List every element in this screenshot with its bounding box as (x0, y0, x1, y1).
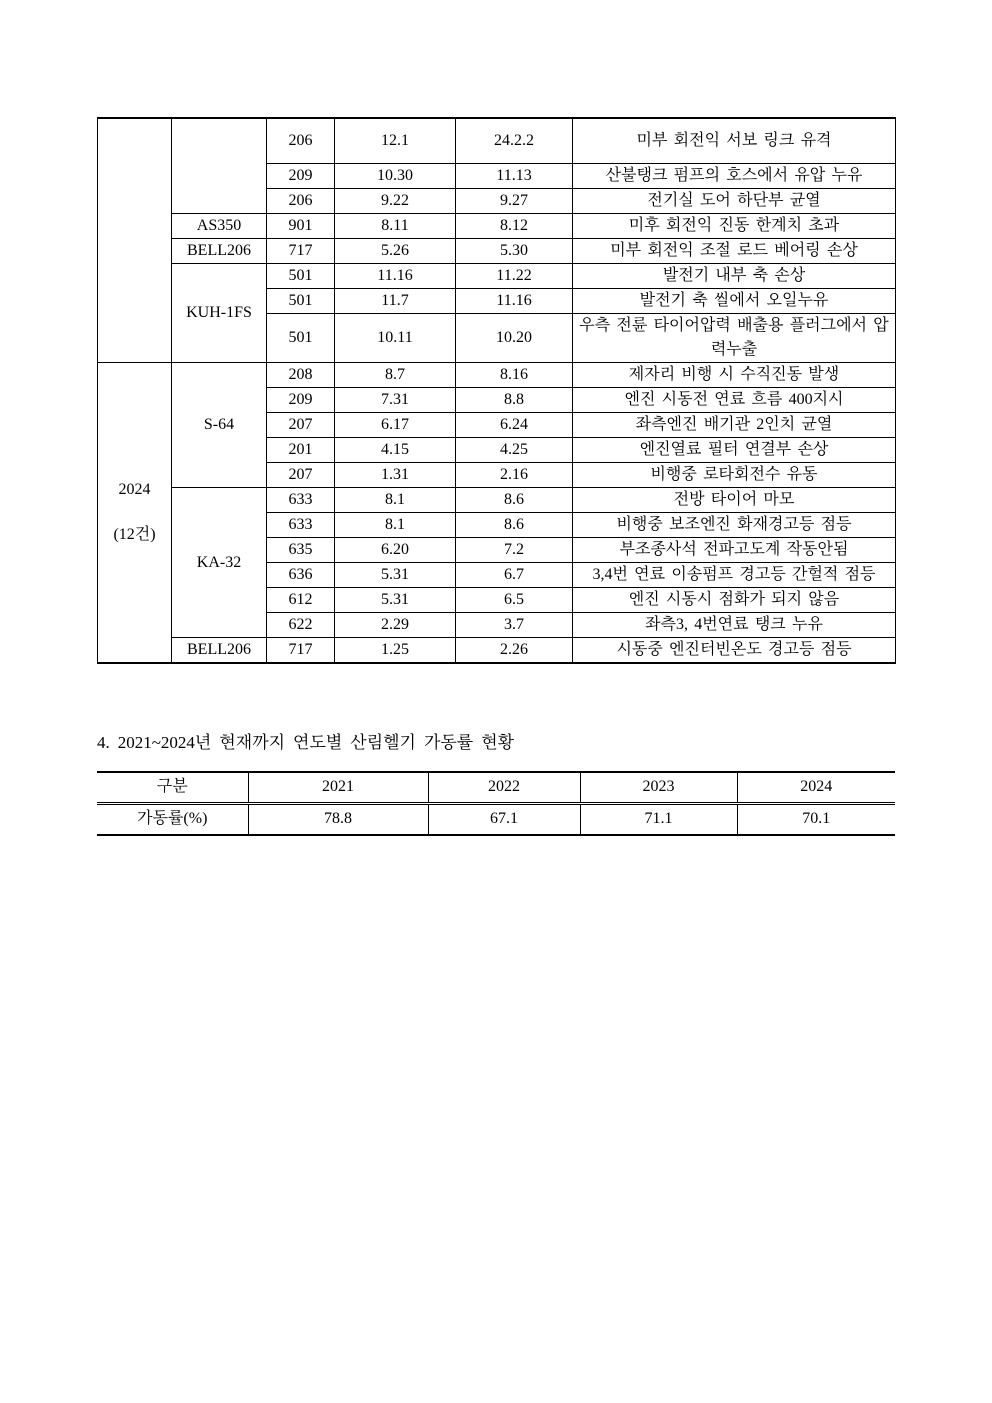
defect-description-cell: 비행중 로타회전수 유동 (573, 463, 896, 488)
start-date-cell: 6.17 (335, 413, 456, 438)
tail-number-cell: 207 (267, 413, 335, 438)
end-date-cell: 8.12 (456, 214, 573, 239)
end-date-cell: 6.5 (456, 588, 573, 613)
tail-number-cell: 201 (267, 438, 335, 463)
table-row (98, 363, 896, 388)
table-row (98, 118, 896, 164)
end-date-cell: 8.8 (456, 388, 573, 413)
defect-description-cell: 좌측엔진 배기관 2인치 균열 (573, 413, 896, 438)
defect-description-cell: 우측 전륜 타이어압력 배출용 플러그에서 압력누출 (573, 314, 896, 363)
year-count-label: (12건) (113, 525, 156, 543)
rate-value-cell: 71.1 (580, 804, 737, 836)
tail-number-cell: 636 (267, 563, 335, 588)
tail-number-cell: 635 (267, 538, 335, 563)
tail-number-cell: 501 (267, 264, 335, 289)
end-date-cell: 10.20 (456, 314, 573, 363)
header-cell: 2021 (248, 772, 428, 804)
table-row (98, 264, 896, 289)
defect-description-cell: 산불탱크 펌프의 호스에서 유압 누유 (573, 164, 896, 189)
start-date-cell: 6.20 (335, 538, 456, 563)
tail-number-cell: 206 (267, 189, 335, 214)
end-date-cell: 24.2.2 (456, 118, 573, 164)
tail-number-cell: 717 (267, 239, 335, 264)
defect-description-cell: 전기실 도어 하단부 균열 (573, 189, 896, 214)
end-date-cell: 9.27 (456, 189, 573, 214)
end-date-cell: 11.13 (456, 164, 573, 189)
defect-description-cell: 엔진열료 필터 연결부 손상 (573, 438, 896, 463)
start-date-cell: 10.11 (335, 314, 456, 363)
defect-description-cell: 발전기 축 씰에서 오일누유 (573, 289, 896, 314)
header-cell: 2023 (580, 772, 737, 804)
defect-description-cell: 발전기 내부 축 손상 (573, 264, 896, 289)
start-date-cell: 8.1 (335, 488, 456, 513)
end-date-cell: 2.16 (456, 463, 573, 488)
defect-description-cell: 부조종사석 전파고도계 작동안됨 (573, 538, 896, 563)
defect-description-cell: 비행중 보조엔진 화재경고등 점등 (573, 513, 896, 538)
start-date-cell: 10.30 (335, 164, 456, 189)
start-date-cell: 1.31 (335, 463, 456, 488)
end-date-cell: 4.25 (456, 438, 573, 463)
rate-value-cell: 67.1 (428, 804, 580, 836)
start-date-cell: 4.15 (335, 438, 456, 463)
tail-number-cell: 901 (267, 214, 335, 239)
table-row (98, 214, 896, 239)
defect-description-cell: 전방 타이어 마모 (573, 488, 896, 513)
defect-description-cell: 미후 회전익 진동 한계치 초과 (573, 214, 896, 239)
section-heading: 4. 2021~2024년 현재까지 연도별 산림헬기 가동률 현황 (97, 733, 515, 752)
rate-value-cell: 70.1 (737, 804, 895, 836)
table-header-row (97, 772, 895, 804)
defect-description-cell: 미부 회전익 조절 로드 베어링 손상 (573, 239, 896, 264)
end-date-cell: 11.22 (456, 264, 573, 289)
table-row (98, 239, 896, 264)
defect-table (97, 117, 896, 664)
row-label-cell: 가동률(%) (97, 804, 248, 836)
defect-description-cell: 엔진 시동전 연료 흐름 400지시 (573, 388, 896, 413)
defect-description-cell: 시동중 엔진터빈온도 경고등 점등 (573, 638, 896, 664)
model-cell: AS350 (172, 214, 267, 239)
tail-number-cell: 633 (267, 488, 335, 513)
header-cell: 2024 (737, 772, 895, 804)
defect-description-cell: 제자리 비행 시 수직진동 발생 (573, 363, 896, 388)
table-row (97, 804, 895, 836)
start-date-cell: 1.25 (335, 638, 456, 664)
model-cell: BELL206 (172, 239, 267, 264)
header-cell: 구분 (97, 772, 248, 804)
end-date-cell: 11.16 (456, 289, 573, 314)
end-date-cell: 8.16 (456, 363, 573, 388)
tail-number-cell: 208 (267, 363, 335, 388)
model-cell-empty (172, 118, 267, 214)
defect-description-cell: 3,4번 연료 이송펌프 경고등 간헐적 점등 (573, 563, 896, 588)
availability-rate-table (97, 771, 895, 836)
start-date-cell: 9.22 (335, 189, 456, 214)
end-date-cell: 3.7 (456, 613, 573, 638)
tail-number-cell: 717 (267, 638, 335, 664)
model-cell: KA-32 (172, 488, 267, 638)
tail-number-cell: 207 (267, 463, 335, 488)
start-date-cell: 5.31 (335, 588, 456, 613)
year-cell (98, 363, 172, 664)
tail-number-cell: 209 (267, 164, 335, 189)
start-date-cell: 5.31 (335, 563, 456, 588)
start-date-cell: 8.11 (335, 214, 456, 239)
tail-number-cell: 206 (267, 118, 335, 164)
start-date-cell: 11.16 (335, 264, 456, 289)
spacer (101, 502, 168, 524)
model-cell: S-64 (172, 363, 267, 488)
tail-number-cell: 612 (267, 588, 335, 613)
tail-number-cell: 633 (267, 513, 335, 538)
start-date-cell: 12.1 (335, 118, 456, 164)
defect-description-cell: 좌측3, 4번연료 탱크 누유 (573, 613, 896, 638)
year-label: 2024 (118, 481, 151, 499)
start-date-cell: 8.1 (335, 513, 456, 538)
end-date-cell: 7.2 (456, 538, 573, 563)
tail-number-cell: 501 (267, 289, 335, 314)
tail-number-cell: 501 (267, 314, 335, 363)
end-date-cell: 5.30 (456, 239, 573, 264)
year-cell-empty (98, 118, 172, 363)
start-date-cell: 7.31 (335, 388, 456, 413)
model-cell: KUH-1FS (172, 264, 267, 363)
tail-number-cell: 622 (267, 613, 335, 638)
start-date-cell: 8.7 (335, 363, 456, 388)
start-date-cell: 2.29 (335, 613, 456, 638)
defect-description-cell: 엔진 시동시 점화가 되지 않음 (573, 588, 896, 613)
header-cell: 2022 (428, 772, 580, 804)
end-date-cell: 2.26 (456, 638, 573, 664)
start-date-cell: 11.7 (335, 289, 456, 314)
end-date-cell: 8.6 (456, 513, 573, 538)
end-date-cell: 6.24 (456, 413, 573, 438)
defect-description-cell: 미부 회전익 서보 링크 유격 (573, 118, 896, 164)
end-date-cell: 8.6 (456, 488, 573, 513)
tail-number-cell: 209 (267, 388, 335, 413)
table-row (98, 488, 896, 513)
start-date-cell: 5.26 (335, 239, 456, 264)
model-cell: BELL206 (172, 638, 267, 664)
rate-value-cell: 78.8 (248, 804, 428, 836)
table-row (98, 638, 896, 664)
end-date-cell: 6.7 (456, 563, 573, 588)
